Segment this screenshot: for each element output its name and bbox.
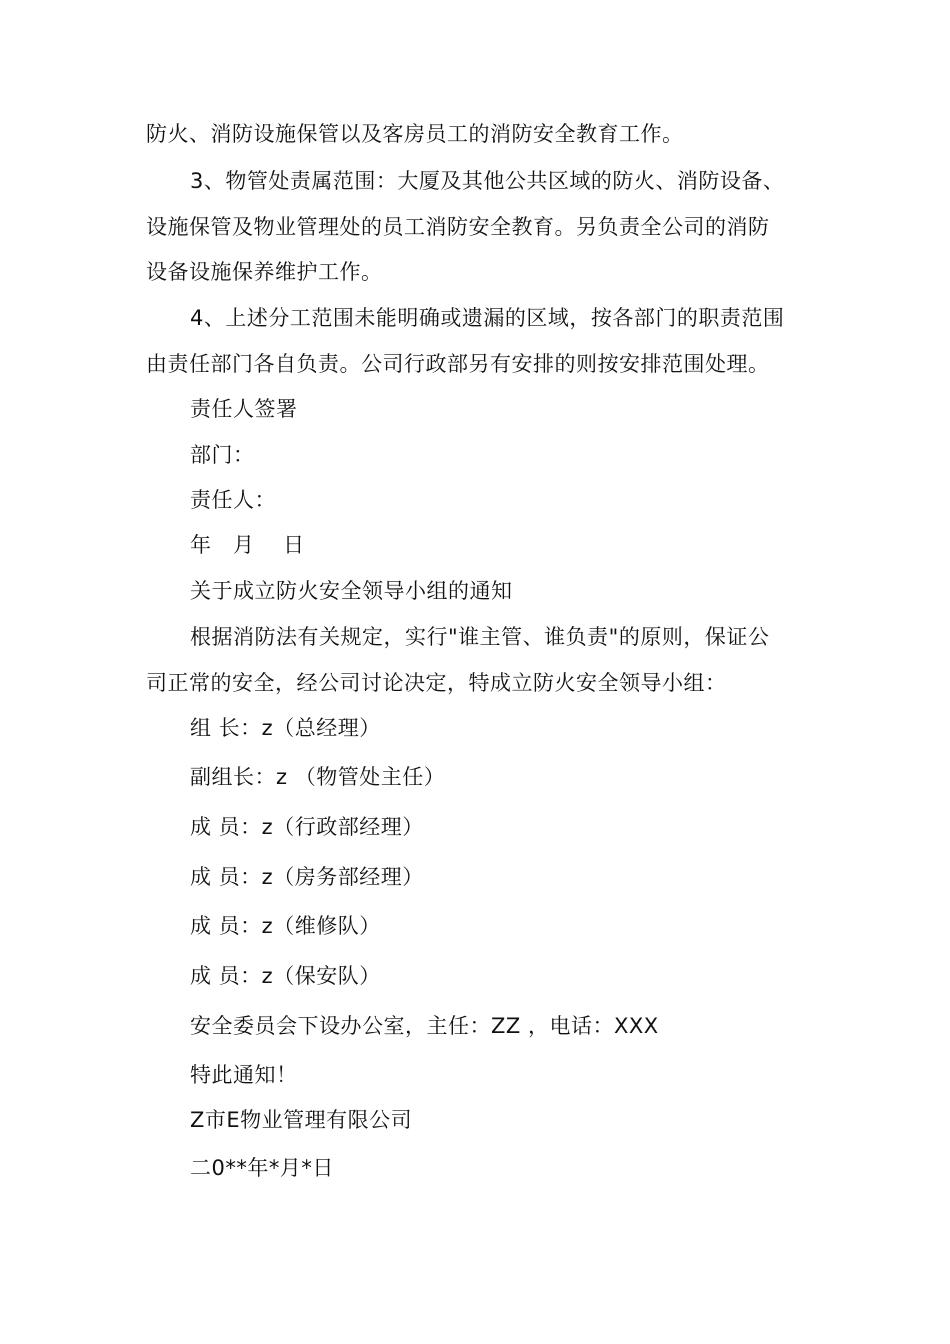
company-name: Z市E物业管理有限公司 (190, 1108, 413, 1132)
paragraph-line: 设施保管及物业管理处的员工消防安全教育。另负责全公司的消防 (146, 215, 770, 239)
date-label: 年 月 日 (190, 533, 305, 557)
member-line: 成 员：z（房务部经理） (190, 865, 424, 889)
paragraph-line: 3、物管处责属范围：大厦及其他公共区域的防火、消防设备、 (190, 169, 785, 193)
paragraph-line: 防火、消防设施保管以及客房员工的消防安全教育工作。 (146, 122, 684, 146)
notice-title: 关于成立防火安全领导小组的通知 (190, 579, 513, 603)
paragraph-line: 设备设施保养维护工作。 (146, 260, 383, 284)
deputy-leader-line: 副组长：z （物管处主任） (190, 765, 446, 789)
member-line: 成 员：z（保安队） (190, 964, 381, 988)
issue-date: 二0**年*月*日 (190, 1156, 334, 1180)
responsible-person-label: 责任人： (190, 488, 276, 512)
office-info-line: 安全委员会下设办公室，主任：ZZ ，电话：XXX (190, 1014, 659, 1038)
member-line: 成 员：z（维修队） (190, 914, 381, 938)
paragraph-line: 根据消防法有关规定，实行"谁主管、谁负责"的原则，保证公 (190, 625, 770, 649)
member-line: 成 员：z（行政部经理） (190, 815, 424, 839)
paragraph-line: 4、上述分工范围未能明确或遗漏的区域，按各部门的职责范围 (190, 306, 785, 330)
signature-heading: 责任人签署 (190, 397, 298, 421)
department-label: 部门： (190, 443, 255, 467)
team-leader-line: 组 长：z（总经理） (190, 716, 381, 740)
paragraph-line: 司正常的安全，经公司讨论决定，特成立防火安全领导小组： (146, 671, 727, 695)
paragraph-line: 由责任部门各自负责。公司行政部另有安排的则按安排范围处理。 (146, 352, 770, 376)
closing-line: 特此通知！ (190, 1063, 298, 1087)
